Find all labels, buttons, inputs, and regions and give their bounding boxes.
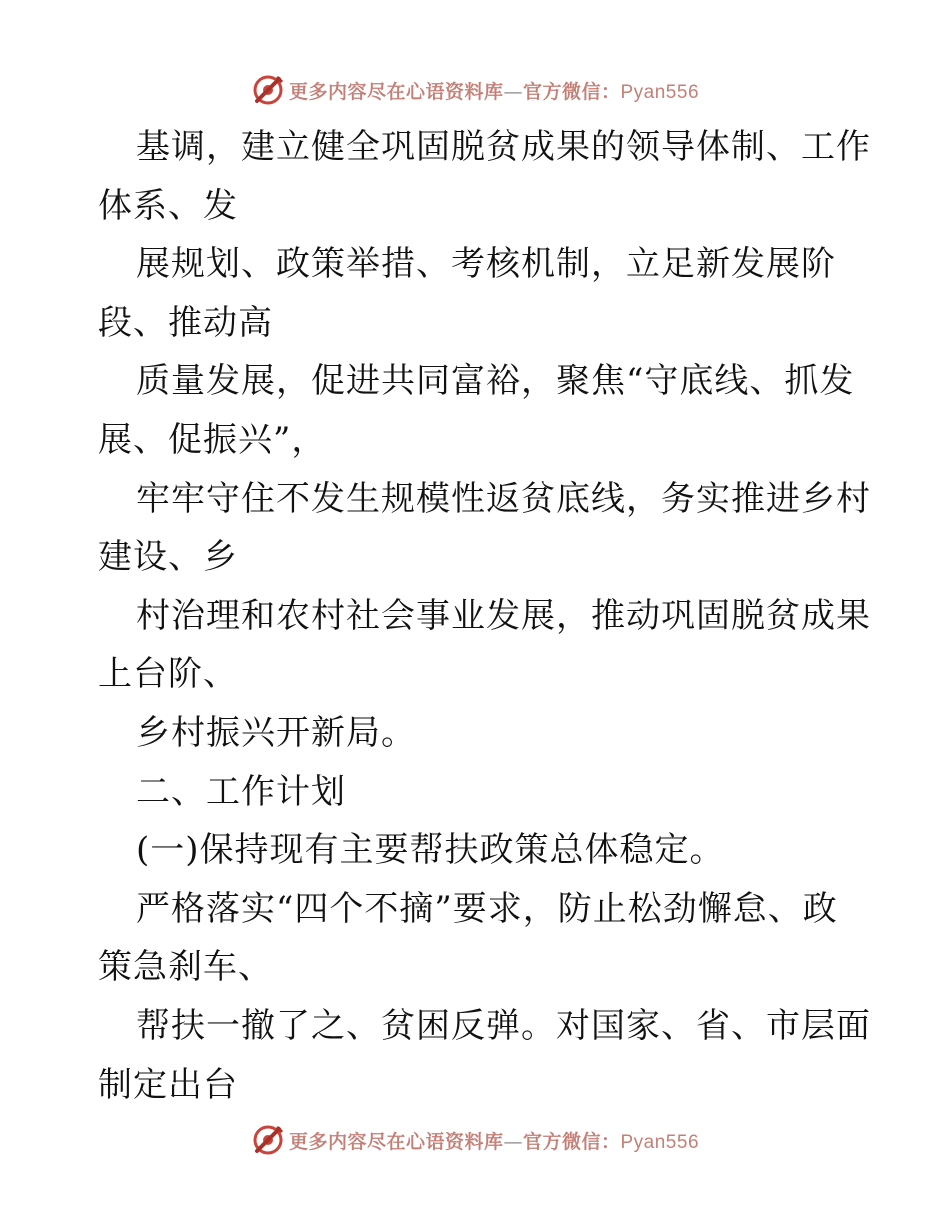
text-line: 村治理和农村社会事业发展，推动巩固脱贫成果 [136,595,871,636]
text-line: 展规划、政策举措、考核机制，立足新发展阶 [136,244,836,285]
wrench-gear-logo-icon [251,1123,285,1157]
text-line: 策急刹车、 [98,947,273,988]
text-line: 体系、发 [98,185,238,226]
text-line: 制定出台 [98,1064,238,1105]
text-line: 基调，建立健全巩固脱贫成果的领导体制、工作 [136,127,871,167]
text-line: 二、工作计划 [136,771,346,812]
text-line: 帮扶一撤了之、贫困反弹。对国家、省、市层面 [136,1005,871,1046]
text-line: 上台阶、 [98,654,238,695]
document-body [98,118,871,1114]
text-line: 段、推动高 [98,302,273,343]
wrench-gear-logo-icon [251,73,285,107]
header-watermark [0,70,950,110]
text-line: (一)保持现有主要帮扶政策总体稳定。 [136,830,725,871]
text-line: 展、促振兴”， [98,419,327,460]
footer-watermark [0,1120,950,1160]
text-line: 牢牢守住不发生规模性返贫底线，务实推进乡村 [136,478,871,519]
text-line: 严格落实“四个不摘”要求，防止松劲懈怠、政 [136,888,838,929]
watermark-text: 更多内容尽在心语资料库—官方微信：Pyan556 [288,1130,700,1153]
text-line: 乡村振兴开新局。 [136,712,416,753]
text-line: 建设、乡 [98,537,238,578]
text-line: 质量发展，促进共同富裕，聚焦“守底线、抓发 [136,361,855,402]
watermark-text: 更多内容尽在心语资料库—官方微信：Pyan556 [288,80,700,103]
